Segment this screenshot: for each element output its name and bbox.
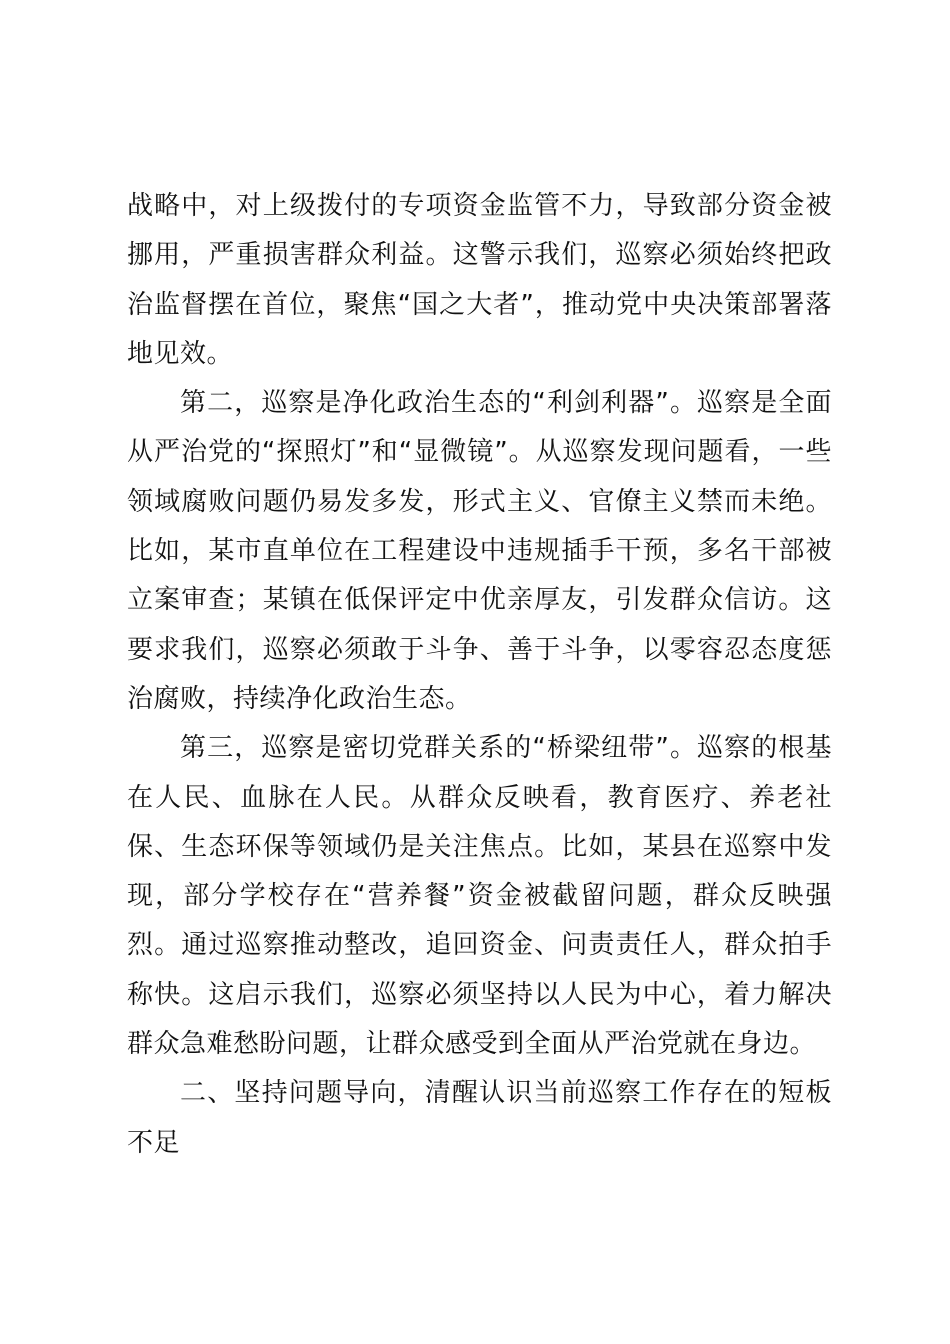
section-heading: 二、坚持问题导向，清醒认识当前巡察工作存在的短板不足 [127, 1078, 832, 1158]
document-body [127, 182, 832, 1168]
paragraph-continuation: 战略中，对上级拨付的专项资金监管不力，导致部分资金被挪用，严重损害群众利益。这警示我们，巡察必须始终把政治监督摆在首位，聚焦“国之大者”，推动党中央决策部署落地见效。 [127, 191, 832, 369]
paragraph-third-point: 第三，巡察是密切党群关系的“桥梁纽带”。巡察的根基在人民、血脉在人民。从群众反映看，教育医疗、养老社保、生态环保等领域仍是关注焦点。比如，某县在巡察中发现，部分学校存在“营养餐”资金被截留问题，群众反映强烈。通过巡察推动整改，追回资金、问责责任人，群众拍手称快。这启示我们，巡察必须坚持以人民为中心，着力解决群众急难愁盼问题，让群众感受到全面从严治党就在身边。 [127, 733, 832, 1060]
paragraph-second-point: 第二，巡察是净化政治生态的“利剑利器”。巡察是全面从严治党的“探照灯”和“显微镜”。从巡察发现问题看，一些领域腐败问题仍易发多发，形式主义、官僚主义禁而未绝。比如，某市直单位在工程建设中违规插手干预，多名干部被立案审查；某镇在低保评定中优亲厚友，引发群众信访。这要求我们，巡察必须敢于斗争、善于斗争，以零容忍态度惩治腐败，持续净化政治生态。 [127, 388, 832, 714]
